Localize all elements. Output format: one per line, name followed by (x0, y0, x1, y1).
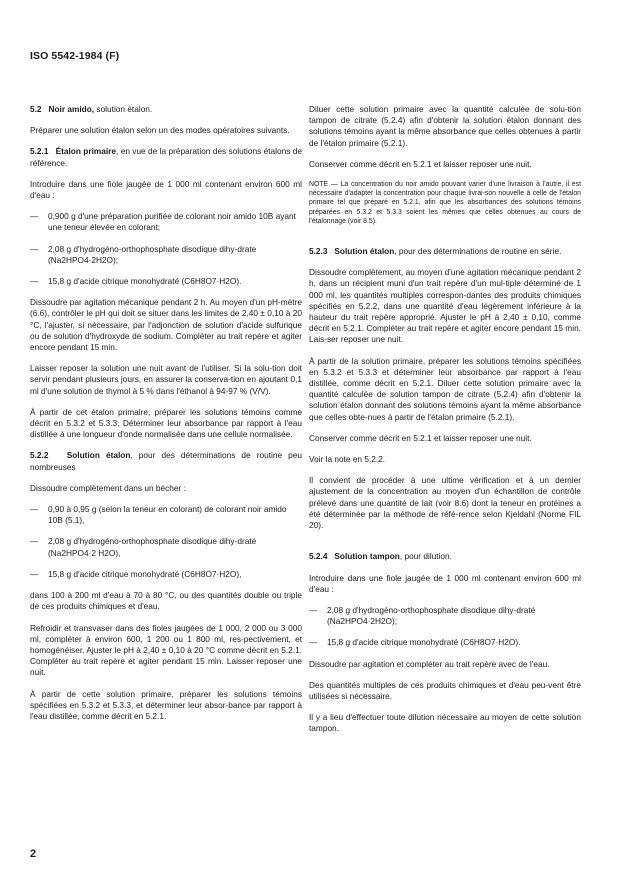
section-5-2-1-heading (30, 146, 302, 168)
list-item (30, 536, 302, 558)
paragraph: Préparer une solution étalon selon un des modes opératoires suivants. (30, 125, 290, 136)
list-item-text: 2,08 g d'hydrogéno-orthophosphate disodique dihy-draté (Na2HPO4·2H2O); (327, 604, 536, 627)
paragraph: Introduire dans une fiole jaugée de 1 000 ml contenant environ 600 ml d'eau : (30, 178, 302, 201)
document-header: ISO 5542-1984 (F) (30, 50, 120, 62)
paragraph: Il y a lieu d'effectuer toute dilution nécessaire au moyen de cette solution tampon. (309, 712, 581, 734)
list-item-text: 15,8 g d'acide citrique monohydraté (C6H8O7·H2O), (48, 568, 242, 579)
dash-bullet-icon: — (309, 637, 318, 648)
section-title-rest: solution étalon. (94, 104, 153, 114)
paragraph: Dissoudre complètement dans un bécher : (30, 482, 186, 493)
paragraph: Il convient de procéder à une ultime vérification et à un dernier ajustement de la concentration au moyen d'un échantillon de contrôle prélevé dans une quantité de lait (voir 8.6) dont la teneur en protéines a été déterminée par la méthode de réfé-rence selon Kjeldahl (Norme FIL 20). (309, 475, 581, 531)
list-item-text: 15,8 g d'acide citrique monohydraté (C6H8O7·H2O). (48, 276, 242, 287)
paragraph: Introduire dans une fiole jaugée de 1 000 ml contenant environ 600 ml d'eau : (309, 572, 581, 594)
section-title: Solution étalon (334, 246, 395, 257)
spacer (309, 236, 581, 246)
dash-bullet-icon: — (309, 604, 318, 615)
paragraph: Dissoudre par agitation mécanique pendant 2 h. Au moyen d'un pH-mètre (6.6), contrôler le pH qui doit se situer dans les limites de 2,40 ± 0,10 à 20 °C, l'ajuster, si nécessaire, par l'adjonction de solution d'acide sulfurique ou de solution d'hydroxyde de sodium. Compléter au trait repère et agiter encore pendant 15 min. (30, 297, 302, 353)
paragraph: Refroidir et transvaser dans des fioles jaugées de 1 000, 2 000 ou 3 000 ml, compléter à environ 600, 1 200 ou 1 800 ml, res-pectivement, et homogénéiser. Ajuster le pH à 2,40 ± 0,10 à 20 °C comme décrit en 5.2.1. Compléter au trait repère et agiter pendant 15 min. Laisser reposer une nuit. (30, 622, 302, 678)
left-column (30, 104, 302, 732)
note: NOTE — La concentration du noir amido pouvant varier d'une livraison à l'autre, il est nécessaire d'adapter la concentration pour chaque livrai-son nouvelle à celle de l'étalon primaire tel que préparé en 5.2.1, afin que les absorbances des solutions témoins préparées en 5.3.2 et 5.3.3 soient les mêmes que celles obtenues au cours de l'étalonnage (voir 8.5). (309, 181, 581, 225)
list-item (30, 569, 302, 580)
section-title: Noir amido, (48, 104, 95, 114)
paragraph: Dissoudre complètement, au moyen d'une agitation mécanique pendant 2 h, dans un récipient muni d'un trait repère d'un mul-tiple déterminé de 1 000 ml, les quantités multiples correspon-dantes des produits chimiques spécifiés en 5.2.2, dans une quantité d'eau légèrement inférieure à la hauteur du trait repère approprié. Ajuster le pH à 2,40 ± 0,10, comme décrit en 5.2.1. Compléter au trait repère et agiter encore pendant 15 min. Lais-ser reposer une nuit. (309, 267, 581, 345)
section-title-rest: , pour dilution. (399, 551, 452, 562)
section-title: Étalon primaire (55, 146, 117, 157)
dash-bullet-icon: — (30, 504, 39, 515)
section-title: Solution tampon (334, 551, 400, 562)
list-item-text: 2,08 g d'hydrogéno-orthophosphate disodique dihy-drate (Na2HPO4·2H2O); (48, 243, 257, 265)
paragraph: À partir de la solution primaire, préparer les solutions témoins spécifiées en 5.3.2 et 5.3.3 et déterminer leur absorbance par rapport à l'eau distillée, comme décrit en 5.2.1. Diluer cette solution primaire avec la quantité calculée de solution tampon de citrate (5.2.4) afin d'obtenir la solution étalon donnant des solutions témoins ayant la même absorbance que celles obte-nues à partir de l'étalon primaire (5.2.1). (309, 355, 581, 422)
paragraph: Dissoudre par agitation et compléter au trait repère avec de l'eau. (309, 658, 550, 669)
section-5-2-heading (30, 104, 302, 115)
right-column (309, 104, 581, 745)
paragraph: Diluer cette solution primaire avec la quantité calculée de solu-tion tampon de citrate (5.2.4) afin d'obtenir la solution étalon donnant des solutions témoins ayant la même absorbance que celles obtenues à partir de l'étalon primaire (5.2.1). (309, 104, 581, 148)
section-5-2-3-heading (309, 246, 581, 257)
section-title-rest: , en vue de la préparation des solutions étalons de référence. (30, 146, 302, 168)
spacer (309, 541, 581, 551)
section-5-2-4-heading (309, 551, 581, 562)
section-title-rest: , pour des déterminations de routine peu nombreuses (30, 450, 303, 472)
paragraph: Conserver comme décrit en 5.2.1 et laisser reposer une nuit. (309, 158, 532, 169)
list-item-text: 15,8 g d'acide citrique monohydraté (C6H8O7·H2O). (327, 637, 521, 648)
section-number: 5.2.4 (309, 551, 328, 562)
dash-bullet-icon: — (30, 243, 39, 254)
list-item (309, 637, 581, 648)
dash-bullet-icon: — (30, 211, 39, 222)
section-title: Solution étalon (66, 450, 131, 461)
section-number: 5.2.1 (30, 146, 49, 157)
paragraph: Conserver comme décrit en 5.2.1 et laisser reposer une nuit. (309, 432, 532, 443)
list-item (309, 605, 581, 627)
page-number: 2 (30, 848, 37, 860)
paragraph: À partir de cette solution primaire, préparer les solutions témoins spécifiées en 5.3.2 et 5.3.3, et déterminer leur absor-bance par rapport à l'eau distillée, comme décrit en 5.2.1. (30, 688, 302, 721)
list-item-text: 0,900 g d'une préparation purifiée de colorant noir amido 10B ayant une teneur élevée en colorant; (48, 211, 296, 233)
list-item (30, 211, 302, 233)
paragraph: Laisser reposer la solution une nuit avant de l'utiliser. Si la solu-tion doit servir pendant plusieurs jours, en assurer la conserva-tion en ajoutant 0,1 ml d'une solution de thymol à 5 % dans l'éthanol à 94-97 % (V/V). (30, 363, 302, 396)
section-5-2-2-heading (30, 450, 302, 472)
section-number: 5.2 (30, 104, 42, 114)
section-number: 5.2.2 (30, 450, 49, 461)
paragraph: dans 100 à 200 ml d'eau à 70 à 80 °C, ou des quantités double ou triple de ces produits chimiques et d'eau. (30, 590, 302, 612)
paragraph: Des quantités multiples de ces produits chimiques et d'eau peu-vent être utilisées si nécessaire. (309, 679, 581, 701)
section-number: 5.2.3 (309, 246, 328, 257)
list-item (30, 276, 302, 287)
section-title-rest: , pour des déterminations de routine en série. (394, 246, 562, 257)
list-item-text: 0,90 à 0,95 g (selon la teneur en colorant) de colorant noir amido 10B (5.1), (48, 504, 287, 526)
list-item (30, 504, 302, 526)
dash-bullet-icon: — (30, 536, 39, 547)
list-item-text: 2,08 g d'hydrogéno-orthophosphate disodique dihy-draté (Na2HPO4·2 H2O), (48, 536, 257, 558)
list-item (30, 244, 302, 266)
paragraph: Voir la note en 5.2.2. (309, 454, 386, 465)
dash-bullet-icon: — (30, 568, 39, 579)
paragraph: À partir de cet étalon primaire, préparer les solutions témoins comme décrit en 5.3.2 et 5.3.3. Déterminer leur absorbance par rapport à l'eau distillée à une longueur d'onde normalisée dans une cellule normalisée. (30, 406, 302, 440)
dash-bullet-icon: — (30, 276, 39, 287)
